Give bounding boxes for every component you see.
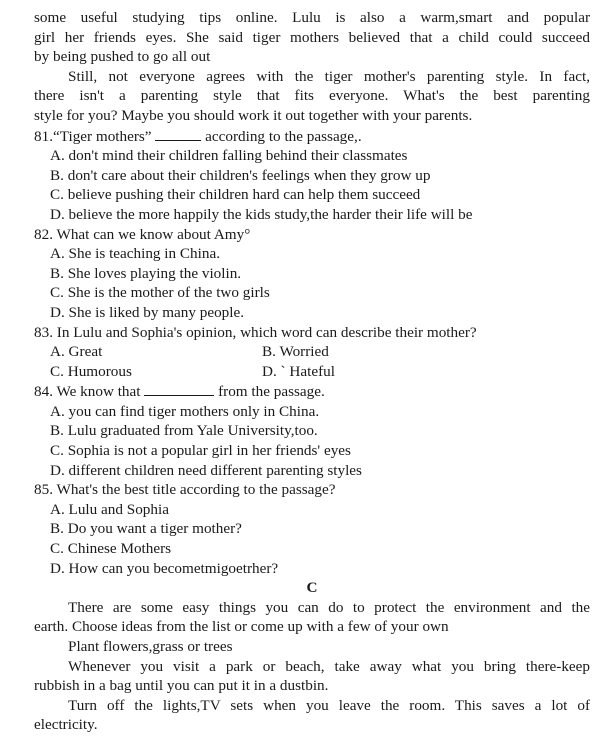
answer-blank <box>155 126 201 141</box>
passage-line: by being pushed to go all out <box>34 48 211 66</box>
option-row <box>34 342 590 362</box>
answer-option: C. Chinese Mothers <box>50 540 172 558</box>
answer-option: B. Lulu graduated from Yale University,too. <box>50 422 318 440</box>
stem-part: according to the passage,. <box>205 127 362 145</box>
question-84 <box>34 381 590 480</box>
stem-part: 84. We know that <box>34 383 141 401</box>
answer-option: D. different children need different parenting styles <box>50 461 362 479</box>
passage-line: There are some easy things you can do to protect the environment and the <box>68 598 590 616</box>
question-stem: 85. What's the best title according to the passage? <box>34 481 336 499</box>
answer-option: A. Lulu and Sophia <box>50 500 169 518</box>
question-stem: 83. In Lulu and Sophia's opinion, which word can describe their mother? <box>34 323 477 341</box>
answer-option: A. She is teaching in China. <box>50 245 220 263</box>
answer-option: A. you can find tiger mothers only in China. <box>50 402 320 420</box>
answer-option: C. She is the mother of the two girls <box>50 284 270 302</box>
question-85 <box>34 480 590 578</box>
passage-line: Turn off the lights,TV sets when you leave the room. This saves a lot of <box>68 696 590 714</box>
passage-line: earth. Choose ideas from the list or come up with a few of your own <box>34 618 449 636</box>
passage-line: Still, not everyone agrees with the tiger mother's parenting style. In fact, <box>68 67 590 85</box>
answer-option: B. She loves playing the violin. <box>50 264 242 282</box>
answer-option: D. ` Hateful <box>262 362 335 380</box>
answer-option: D. She is liked by many people. <box>50 303 245 321</box>
passage-line: girl her friends eyes. She said tiger mothers believed that a child could succeed <box>34 28 590 46</box>
passage-line: electricity. <box>34 716 98 734</box>
section-c <box>34 578 590 735</box>
passage-line: some useful studying tips online. Lulu is also a warm,smart and popular <box>34 9 590 26</box>
question-81 <box>34 126 590 225</box>
answer-option: A. Great <box>50 343 103 361</box>
stem-part: from the passage. <box>218 383 325 401</box>
answer-option: B. Worried <box>262 343 329 361</box>
stem-part: 81.“Tiger mothers” <box>34 127 152 145</box>
passage-line: Whenever you visit a park or beach, take away what you bring there-keep <box>68 657 590 675</box>
option-row <box>34 362 590 382</box>
question-82 <box>34 225 590 323</box>
answer-option: D. How can you becometmigoetrher? <box>50 559 279 577</box>
answer-option: D. believe the more happily the kids study,the harder their life will be <box>50 205 473 223</box>
section-heading: C <box>306 579 318 597</box>
answer-option: B. don't care about their children's feelings when they grow up <box>50 166 431 184</box>
passage-b-text <box>34 8 590 126</box>
answer-option: A. don't mind their children falling behind their classmates <box>50 147 408 165</box>
answer-option: C. believe pushing their children hard can help them succeed <box>50 186 421 204</box>
passage-line: Plant flowers,grass or trees <box>68 638 233 655</box>
question-stem: 82. What can we know about Amy° <box>34 225 251 243</box>
passage-line: there isn't a parenting style that fits everyone. What's the best parenting <box>34 87 590 105</box>
answer-option: B. Do you want a tiger mother? <box>50 520 242 538</box>
question-stem <box>34 381 590 402</box>
answer-option: C. Sophia is not a popular girl in her friends' eyes <box>50 442 351 460</box>
question-stem <box>34 126 590 147</box>
answer-blank <box>144 381 214 396</box>
question-83 <box>34 323 590 382</box>
passage-line: style for you? Maybe you should work it out together with your parents. <box>34 106 473 124</box>
answer-option: C. Humorous <box>50 362 132 380</box>
passage-line: rubbish in a bag until you can put it in a dustbin. <box>34 677 329 695</box>
